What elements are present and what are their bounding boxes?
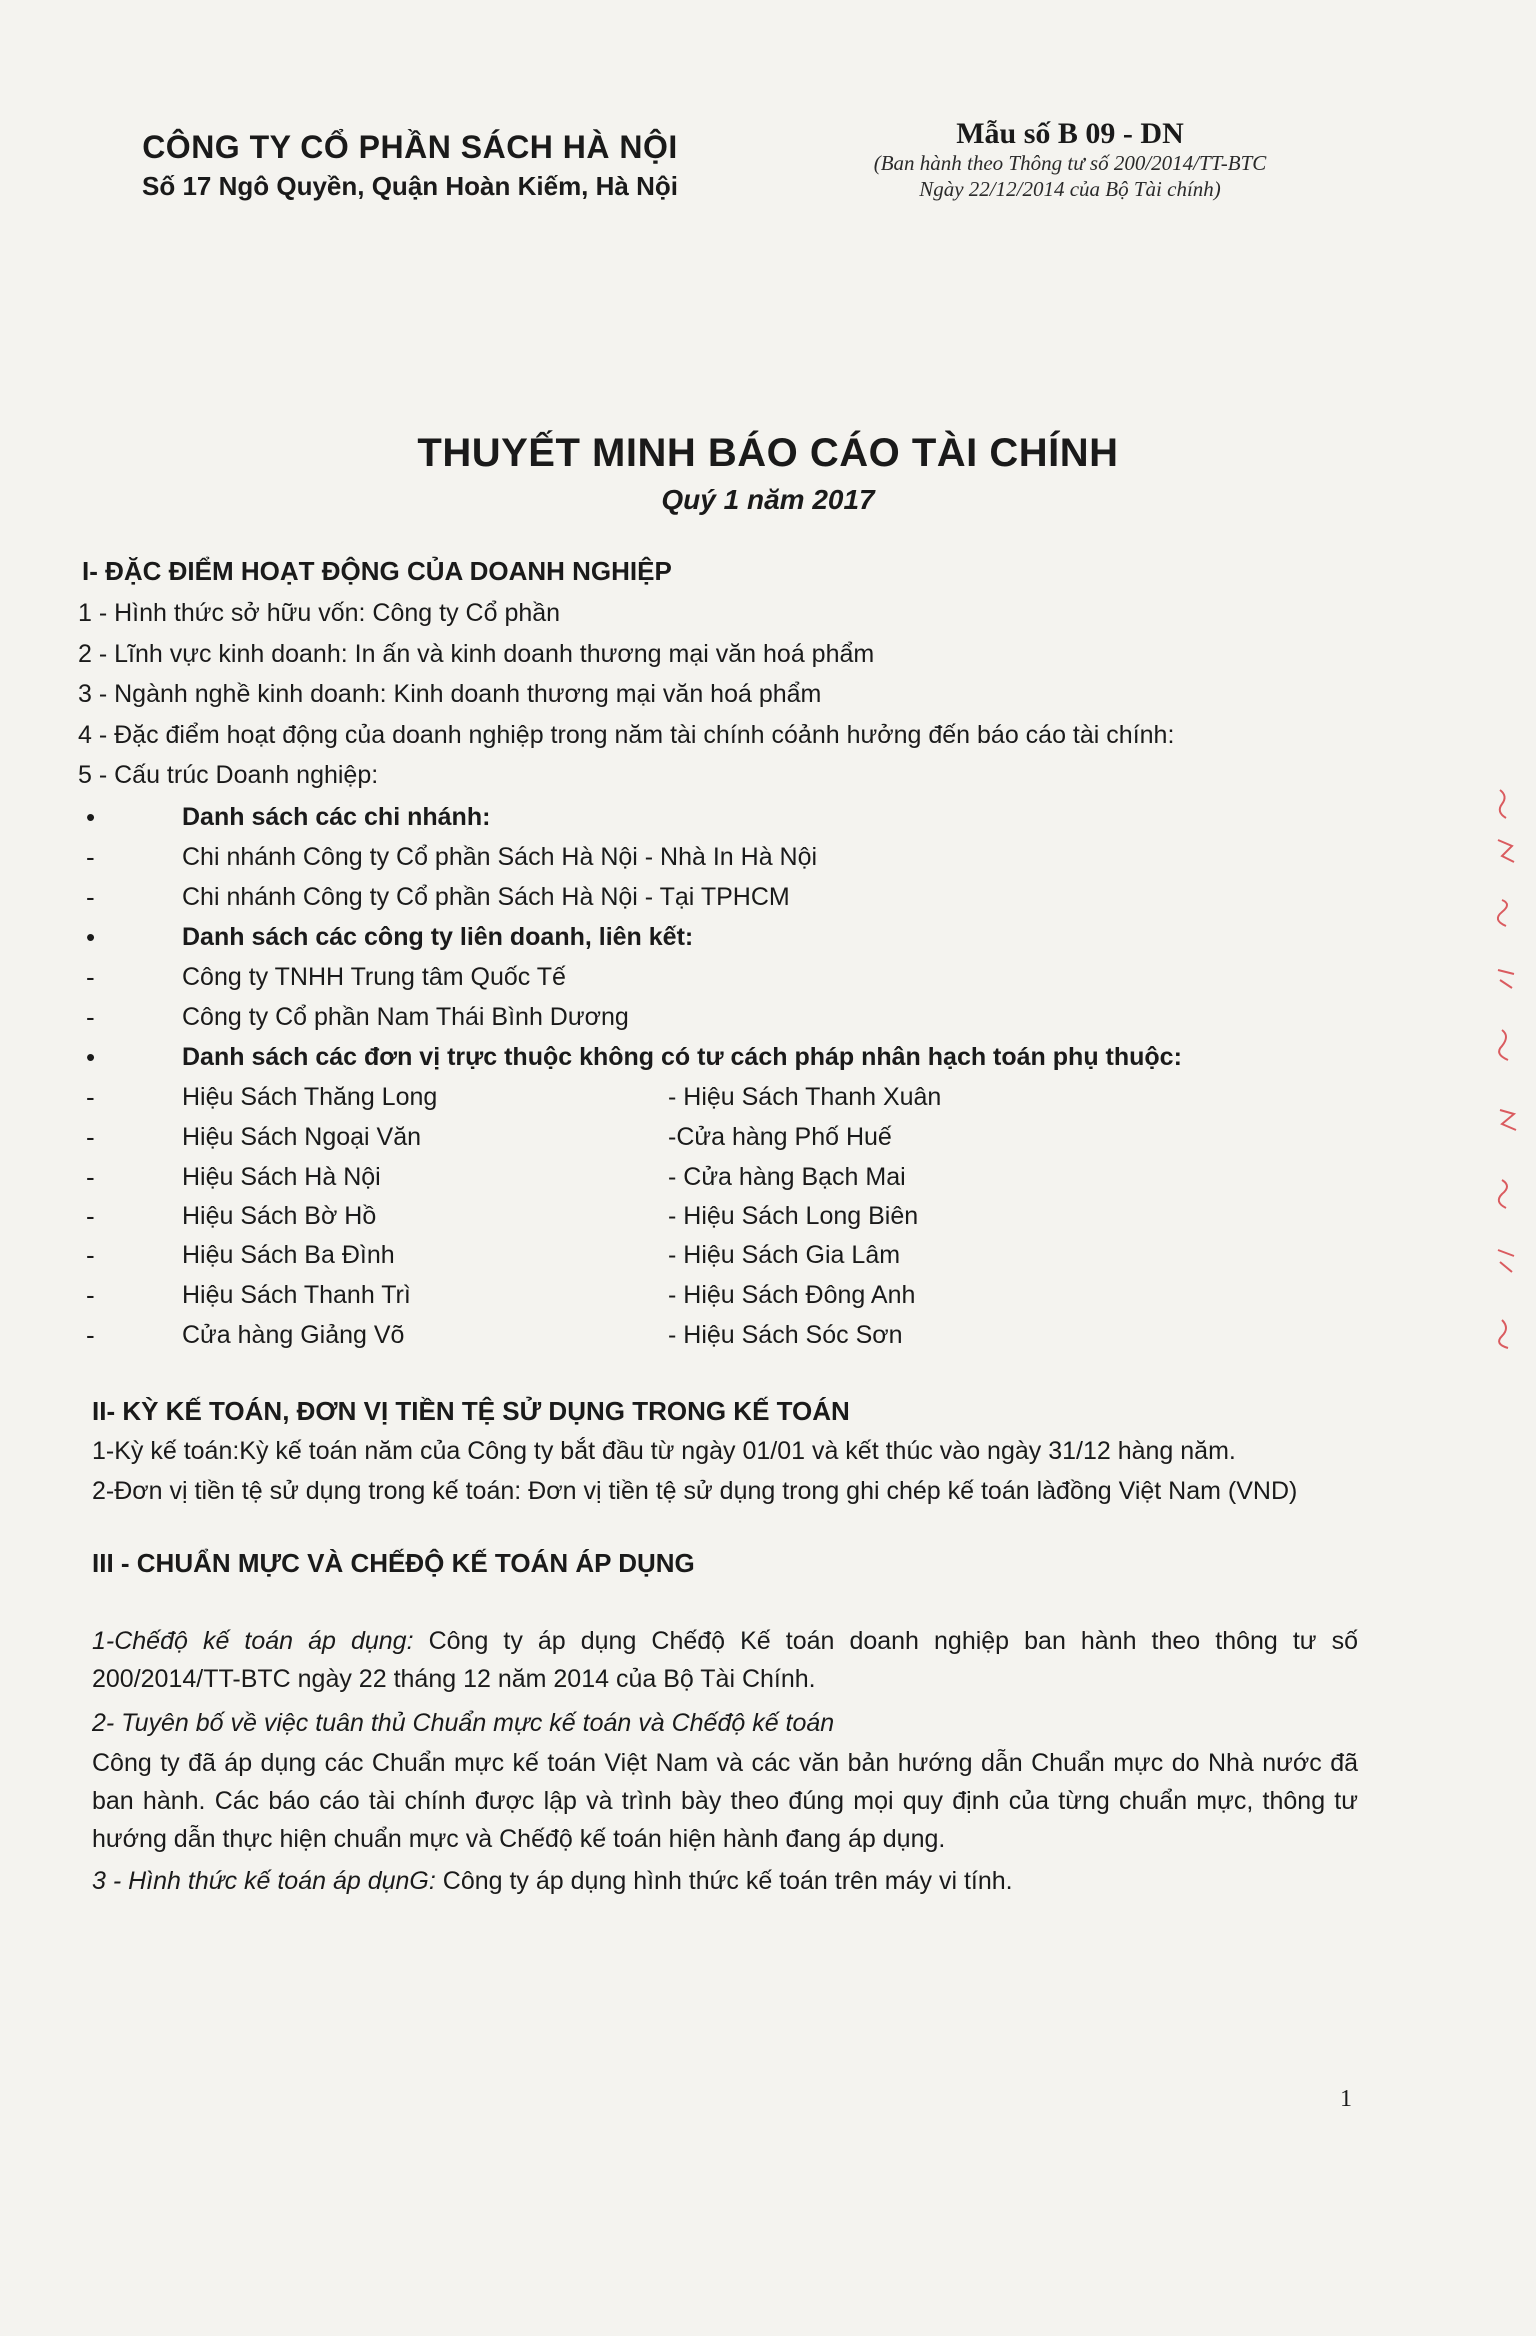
section-1-item: 4 - Đặc điểm hoạt động của doanh nghiệp trong năm tài chính cóảnh hưởng đến báo cáo tài chính:: [78, 721, 1175, 749]
bullet-marker: •: [86, 802, 96, 832]
branches-heading: Danh sách các chi nhánh:: [182, 803, 491, 831]
bullet-marker: •: [86, 922, 96, 952]
stamp-fragment: [1490, 780, 1520, 1380]
unit-item-right: - Hiệu Sách Sóc Sơn: [668, 1321, 903, 1349]
section-1-item: 5 - Cấu trúc Doanh nghiệp:: [78, 761, 379, 789]
unit-item-left: Cửa hàng Giảng Võ: [182, 1321, 405, 1349]
dash-marker: -: [86, 1280, 95, 1310]
dash-marker: -: [86, 1162, 95, 1192]
unit-item-right: - Hiệu Sách Thanh Xuân: [668, 1083, 942, 1111]
form-reference: [790, 118, 1350, 202]
dash-marker: -: [86, 962, 95, 992]
dash-marker: -: [86, 1201, 95, 1231]
dash-marker: -: [86, 882, 95, 912]
section-1-heading: I- ĐẶC ĐIỂM HOẠT ĐỘNG CỦA DOANH NGHIỆP: [82, 556, 672, 586]
unit-item-right: - Hiệu Sách Gia Lâm: [668, 1241, 901, 1269]
section-1-item: 3 - Ngành nghề kinh doanh: Kinh doanh thương mại văn hoá phẩm: [78, 680, 822, 708]
paragraph-label: 3 - Hình thức kế toán áp dụnG:: [92, 1867, 436, 1895]
bullet-marker: •: [86, 1042, 96, 1072]
section-3-paragraph-3: [92, 1862, 1358, 1900]
joint-venture-item: Công ty Cổ phần Nam Thái Bình Dương: [182, 1003, 629, 1031]
page-number: 1: [1340, 2086, 1352, 2112]
unit-item-left: Hiệu Sách Hà Nội: [182, 1163, 381, 1191]
section-3-paragraph-2: Công ty đã áp dụng các Chuẩn mực kế toán Việt Nam và các văn bản hướng dẫn Chuẩn mực do Nhà nước đã ban hành. Các báo cáo tài chính được lập và trình bày theo đúng mọi quy định của từng chuẩn mực, thông tư hướng dẫn thực hiện chuẩn mực và Chếđộ kế toán hiện hành đang áp dụng.: [92, 1749, 1358, 1853]
document-title: THUYẾT MINH BÁO CÁO TÀI CHÍNH: [417, 431, 1119, 475]
form-note-line-2: Ngày 22/12/2014 của Bộ Tài chính): [919, 177, 1221, 201]
section-2-item: 2-Đơn vị tiền tệ sử dụng trong kế toán: Đơn vị tiền tệ sử dụng trong ghi chép kế toán làđồng Việt Nam (VND): [92, 1477, 1298, 1505]
dash-marker: -: [86, 1122, 95, 1152]
unit-item-left: Hiệu Sách Ba Đình: [182, 1241, 395, 1269]
unit-item-left: Hiệu Sách Ngoại Văn: [182, 1123, 422, 1151]
dash-marker: -: [86, 1002, 95, 1032]
unit-item-right: - Hiệu Sách Long Biên: [668, 1202, 919, 1230]
unit-item-right: - Hiệu Sách Đông Anh: [668, 1281, 916, 1309]
dash-marker: -: [86, 1240, 95, 1270]
paragraph-text: Công ty áp dụng Chếđộ Kế toán doanh nghiệp ban hành theo thông tư số 200/2014/TT-BTC ngày 22 tháng 12 năm 2014 của Bộ Tài Chính.: [92, 1627, 1358, 1693]
form-note-line-1: (Ban hành theo Thông tư số 200/2014/TT-BTC: [873, 151, 1267, 175]
unit-item-left: Hiệu Sách Thanh Trì: [182, 1281, 411, 1309]
section-3-heading: III - CHUẨN MỰC VÀ CHẾĐỘ KẾ TOÁN ÁP DỤNG: [92, 1548, 695, 1578]
units-heading: Danh sách các đơn vị trực thuộc không có tư cách pháp nhân hạch toán phụ thuộc:: [182, 1043, 1182, 1071]
section-1-item: 2 - Lĩnh vực kinh doanh: In ấn và kinh doanh thương mại văn hoá phẩm: [78, 640, 875, 668]
branch-item: Chi nhánh Công ty Cổ phần Sách Hà Nội - Nhà In Hà Nội: [182, 843, 818, 871]
unit-item-right: - Cửa hàng Bạch Mai: [668, 1163, 906, 1191]
section-1-item: 1 - Hình thức sở hữu vốn: Công ty Cổ phần: [78, 599, 561, 627]
section-3-paragraph-1: [92, 1622, 1358, 1698]
branch-item: Chi nhánh Công ty Cổ phần Sách Hà Nội - Tại TPHCM: [182, 883, 790, 911]
unit-item-left: Hiệu Sách Thăng Long: [182, 1083, 438, 1111]
section-2-heading: II- KỲ KẾ TOÁN, ĐƠN VỊ TIỀN TỆ SỬ DỤNG TRONG KẾ TOÁN: [92, 1396, 850, 1426]
form-code: Mẫu số B 09 - DN: [956, 117, 1184, 150]
section-2-item: 1-Kỳ kế toán:Kỳ kế toán năm của Công ty bắt đầu từ ngày 01/01 và kết thúc vào ngày 31/12 hàng năm.: [92, 1437, 1236, 1465]
dash-marker: -: [86, 842, 95, 872]
company-header: [130, 126, 690, 204]
section-3-paragraph-2-label: 2- Tuyên bố về việc tuân thủ Chuẩn mực kế toán và Chếđộ kế toán: [92, 1709, 835, 1737]
company-address: Số 17 Ngô Quyền, Quận Hoàn Kiếm, Hà Nội: [142, 171, 678, 201]
dash-marker: -: [86, 1082, 95, 1112]
paragraph-label: 1-Chếđộ kế toán áp dụng:: [92, 1627, 414, 1655]
company-name: CÔNG TY CỔ PHẦN SÁCH HÀ NỘI: [142, 129, 678, 165]
unit-item-right: -Cửa hàng Phố Huế: [668, 1123, 892, 1151]
document-subtitle: Quý 1 năm 2017: [661, 484, 875, 515]
paragraph-text: Công ty áp dụng hình thức kế toán trên máy vi tính.: [435, 1867, 1013, 1895]
joint-venture-item: Công ty TNHH Trung tâm Quốc Tế: [182, 963, 566, 991]
unit-item-left: Hiệu Sách Bờ Hồ: [182, 1202, 377, 1230]
dash-marker: -: [86, 1320, 95, 1350]
joint-ventures-heading: Danh sách các công ty liên doanh, liên kết:: [182, 923, 694, 951]
